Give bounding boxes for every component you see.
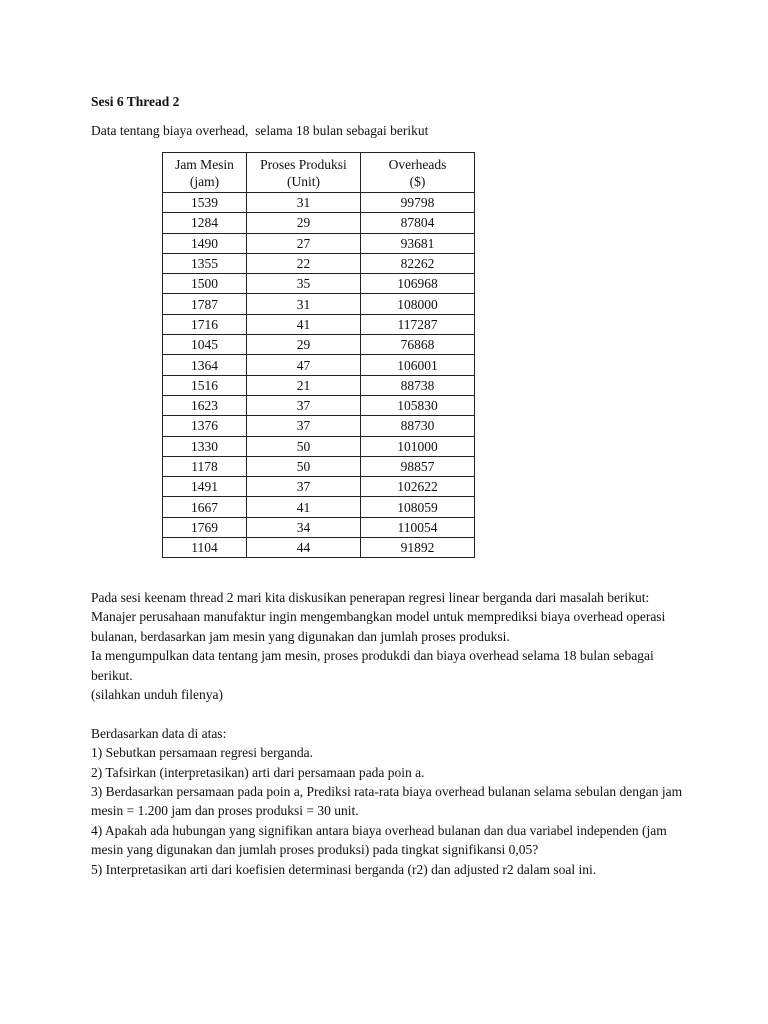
- cell-overheads: 87804: [361, 213, 475, 233]
- cell-proses-produksi: 31: [247, 193, 361, 213]
- cell-overheads: 110054: [361, 517, 475, 537]
- table-row: [163, 375, 475, 395]
- cell-proses-produksi: 47: [247, 355, 361, 375]
- body-text: [91, 588, 691, 879]
- cell-proses-produksi: 37: [247, 416, 361, 436]
- cell-proses-produksi: 44: [247, 538, 361, 558]
- header-overheads-line2: ($): [409, 173, 426, 189]
- cell-proses-produksi: 31: [247, 294, 361, 314]
- cell-proses-produksi: 35: [247, 274, 361, 294]
- cell-proses-produksi: 34: [247, 517, 361, 537]
- cell-overheads: 99798: [361, 193, 475, 213]
- table-row: [163, 517, 475, 537]
- cell-jam-mesin: 1284: [163, 213, 247, 233]
- intro-text: Data tentang biaya overhead, selama 18 bulan sebagai berikut: [91, 123, 429, 138]
- table-header-row: [163, 153, 475, 193]
- cell-proses-produksi: 41: [247, 497, 361, 517]
- table-row: [163, 497, 475, 517]
- cell-jam-mesin: 1355: [163, 253, 247, 273]
- cell-jam-mesin: 1104: [163, 538, 247, 558]
- header-jam-mesin: [163, 153, 247, 193]
- table-row: [163, 395, 475, 415]
- cell-overheads: 76868: [361, 335, 475, 355]
- cell-overheads: 105830: [361, 395, 475, 415]
- table-row: [163, 477, 475, 497]
- cell-proses-produksi: 50: [247, 456, 361, 476]
- cell-overheads: 106968: [361, 274, 475, 294]
- header-jam-mesin-line2: (jam): [189, 173, 220, 189]
- cell-jam-mesin: 1667: [163, 497, 247, 517]
- cell-proses-produksi: 29: [247, 213, 361, 233]
- header-proses-produksi: [247, 153, 361, 193]
- table-row: [163, 436, 475, 456]
- question-item: 1) Sebutkan persamaan regresi berganda.: [91, 745, 314, 761]
- cell-jam-mesin: 1516: [163, 375, 247, 395]
- cell-jam-mesin: 1490: [163, 233, 247, 253]
- table-row: [163, 314, 475, 334]
- cell-jam-mesin: 1769: [163, 517, 247, 537]
- table-row: [163, 274, 475, 294]
- header-overheads-line1: Overheads: [388, 156, 447, 172]
- table-row: [163, 456, 475, 476]
- question-item: 2) Tafsirkan (interpretasikan) arti dari persamaan pada poin a.: [91, 764, 425, 780]
- header-jam-mesin-line1: Jam Mesin: [175, 156, 234, 172]
- cell-proses-produksi: 37: [247, 477, 361, 497]
- cell-proses-produksi: 22: [247, 253, 361, 273]
- paragraph-data-collection: Ia mengumpulkan data tentang jam mesin, proses produkdi dan biaya overhead selama 18 bulan sebagai berikut.: [91, 648, 654, 683]
- cell-jam-mesin: 1716: [163, 314, 247, 334]
- cell-jam-mesin: 1500: [163, 274, 247, 294]
- cell-overheads: 98857: [361, 456, 475, 476]
- questions-intro: Berdasarkan data di atas:: [91, 725, 227, 741]
- cell-proses-produksi: 41: [247, 314, 361, 334]
- cell-overheads: 88730: [361, 416, 475, 436]
- cell-proses-produksi: 50: [247, 436, 361, 456]
- paragraph-context: Manajer perusahaan manufaktur ingin mengembangkan model untuk memprediksi biaya overhead operasi bulanan, berdasarkan jam mesin yang digunakan dan jumlah proses produksi.: [91, 609, 666, 644]
- cell-overheads: 93681: [361, 233, 475, 253]
- page-title: Sesi 6 Thread 2: [91, 94, 180, 109]
- question-item: 4) Apakah ada hubungan yang signifikan antara biaya overhead bulanan dan dua variabel independen (jam mesin yang digunakan dan jumlah proses produksi) pada tingkat signifikansi 0,05?: [91, 822, 667, 858]
- cell-jam-mesin: 1623: [163, 395, 247, 415]
- question-item: 3) Berdasarkan persamaan pada poin a, Prediksi rata-rata biaya overhead bulanan selama sebulan dengan jam mesin = 1.200 jam dan proses produksi = 30 unit.: [91, 784, 683, 819]
- question-item: 5) Interpretasikan arti dari koefisien determinasi berganda (r2) dan adjusted r2 dalam soal ini.: [91, 861, 597, 877]
- cell-overheads: 106001: [361, 355, 475, 375]
- table-row: [163, 416, 475, 436]
- table-row: [163, 294, 475, 314]
- table-row: [163, 233, 475, 253]
- header-proses-produksi-line1: Proses Produksi: [260, 156, 347, 172]
- cell-overheads: 91892: [361, 538, 475, 558]
- table-row: [163, 355, 475, 375]
- cell-overheads: 101000: [361, 436, 475, 456]
- table-body: [163, 193, 475, 558]
- table-row: [163, 538, 475, 558]
- cell-jam-mesin: 1364: [163, 355, 247, 375]
- header-overheads: [361, 153, 475, 193]
- cell-overheads: 88738: [361, 375, 475, 395]
- cell-jam-mesin: 1491: [163, 477, 247, 497]
- cell-jam-mesin: 1178: [163, 456, 247, 476]
- cell-overheads: 108059: [361, 497, 475, 517]
- cell-proses-produksi: 21: [247, 375, 361, 395]
- table-row: [163, 253, 475, 273]
- overhead-data-table: [162, 152, 475, 558]
- header-proses-produksi-line2: (Unit): [287, 173, 320, 189]
- cell-jam-mesin: 1539: [163, 193, 247, 213]
- cell-overheads: 82262: [361, 253, 475, 273]
- cell-proses-produksi: 27: [247, 233, 361, 253]
- paragraph-intro: Pada sesi keenam thread 2 mari kita diskusikan penerapan regresi linear berganda dari masalah berikut:: [91, 590, 650, 605]
- cell-overheads: 117287: [361, 314, 475, 334]
- cell-jam-mesin: 1330: [163, 436, 247, 456]
- table-row: [163, 335, 475, 355]
- cell-proses-produksi: 37: [247, 395, 361, 415]
- cell-jam-mesin: 1376: [163, 416, 247, 436]
- cell-overheads: 108000: [361, 294, 475, 314]
- cell-overheads: 102622: [361, 477, 475, 497]
- cell-jam-mesin: 1787: [163, 294, 247, 314]
- paragraph-download-note: (silahkan unduh filenya): [91, 687, 223, 703]
- table-row: [163, 213, 475, 233]
- cell-proses-produksi: 29: [247, 335, 361, 355]
- table-row: [163, 193, 475, 213]
- cell-jam-mesin: 1045: [163, 335, 247, 355]
